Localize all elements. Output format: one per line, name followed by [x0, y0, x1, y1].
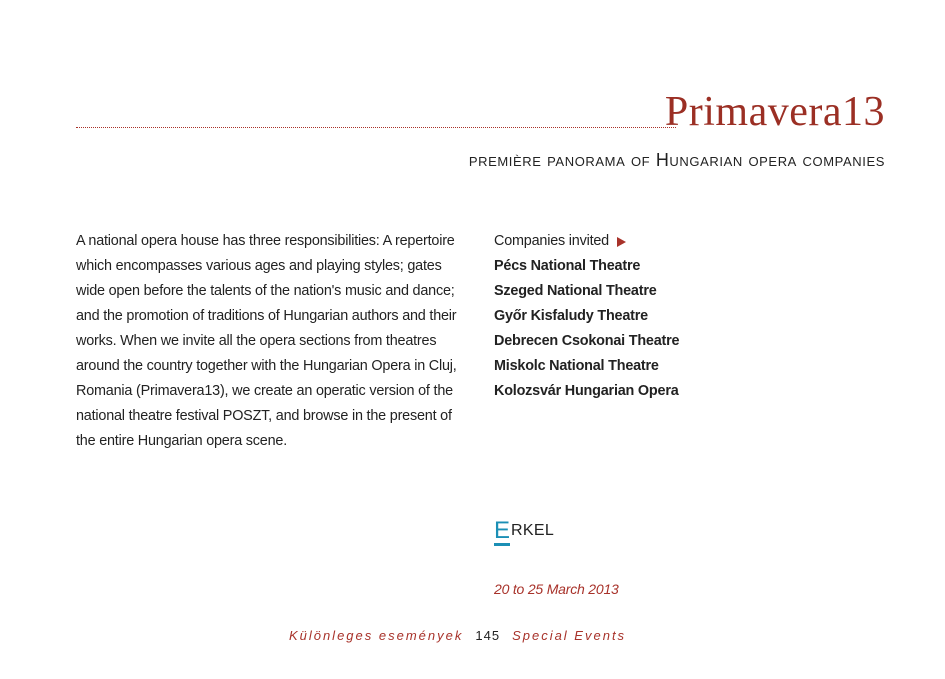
company-item: Győr Kisfaludy Theatre: [494, 308, 648, 324]
event-dates: 20 to 25 March 2013: [494, 581, 619, 597]
company-item: Szeged National Theatre: [494, 283, 657, 299]
erkel-logo: [494, 516, 554, 546]
intro-column: [76, 229, 468, 454]
companies-column: [494, 229, 794, 404]
header-dotted-rule: [76, 127, 676, 128]
company-item: Miskolc National Theatre: [494, 358, 659, 374]
companies-invited-heading: [494, 229, 794, 254]
company-item: Kolozsvár Hungarian Opera: [494, 383, 679, 399]
erkel-logo-letter: E: [494, 517, 511, 544]
erkel-logo-text: RKEL: [511, 522, 555, 539]
page-number: 145: [475, 628, 501, 643]
page-footer: [0, 626, 945, 646]
page-title: Primavera13: [664, 89, 885, 135]
company-item: Debrecen Csokonai Theatre: [494, 333, 680, 349]
company-item: Pécs National Theatre: [494, 258, 641, 274]
page-subtitle: première panorama of Hungarian opera companies: [468, 150, 885, 170]
footer-section-en: Special Events: [512, 628, 627, 643]
companies-invited-label: Companies invited: [494, 233, 609, 249]
companies-list: [494, 254, 794, 404]
footer-section-hu: Különleges események: [288, 628, 464, 643]
intro-paragraph: A national opera house has three responsibilities: A repertoire which encompasses various ages and playing styles; gates wide open before the talents of the nation's music and dance; and the promotion of traditions of Hungarian authors and their works. When we invite all the opera sections from theatres around the country together with the Hungarian Opera in Cluj, Romania (Primavera13), we create an operatic version of the national theatre festival POSZT, and browse in the present of the entire Hungarian opera scene.: [76, 233, 457, 449]
arrow-right-icon: [617, 237, 626, 247]
